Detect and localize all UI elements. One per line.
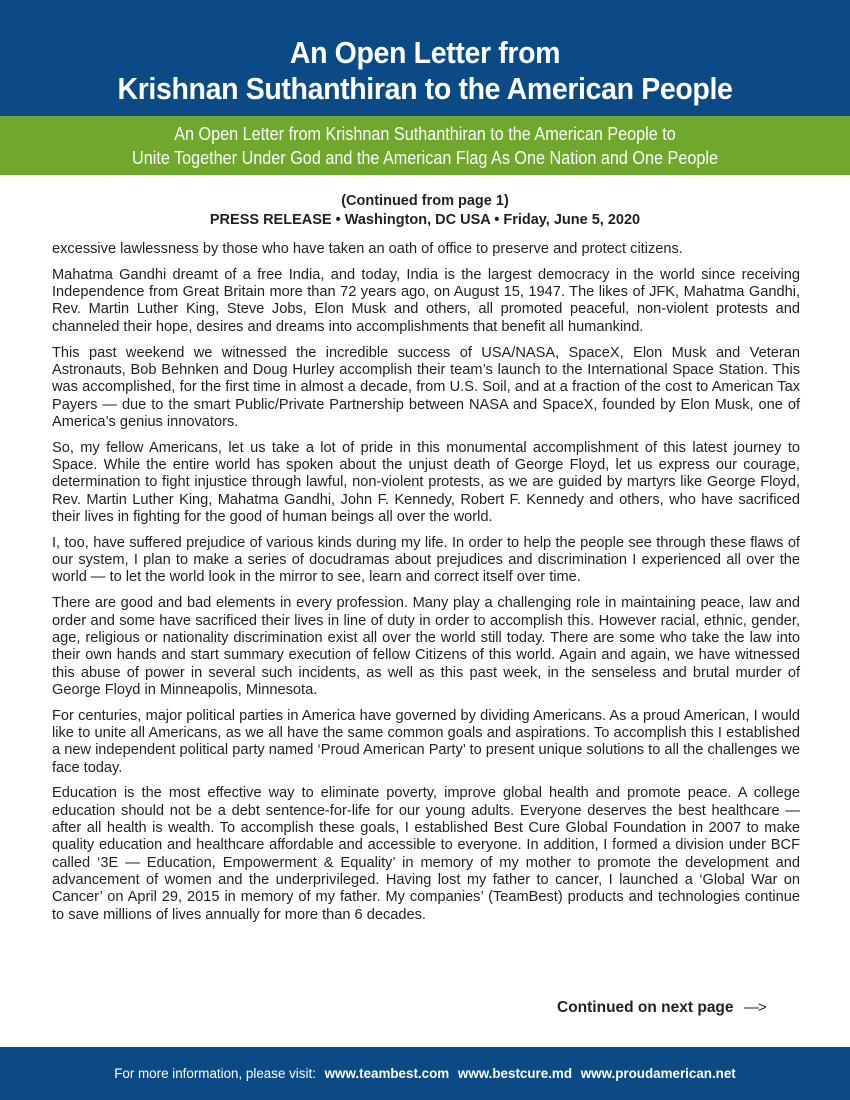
press-release-line: PRESS RELEASE • Washington, DC USA • Friday, June 5, 2020 [209,212,641,228]
footer-link-proudamerican[interactable]: www.proudamerican.net [580,1066,736,1081]
subtitle-line-1: An Open Letter from Krishnan Suthanthiran to the American People to [174,124,676,144]
subtitle-line-2: Unite Together Under God and the American Flag As One Nation and One People [132,148,718,168]
paragraph: Education is the most effective way to eliminate poverty, improve global health and promote peace. A college education should not be a debt sentence-for-life for our young adults. Everyone deserves the best healthcare — after all health is wealth. To accomplish these goals, I established Best Cure Global Foundation in 2007 to make quality education and healthcare affordable and accessible to everyone. In addition, I formed a division under BCF called ‘3E — Education, Empowerment & Equality’ in memory of my mother to promote the development and advancement of women and the underprivileged. Having lost my father to cancer, I launched a ‘Global War on Cancer’ on April 29, 2015 in memory of my father. My companies’ (TeamBest) products and technologies continue to save millions of lives annually for more than 6 decades. [52,785,800,923]
title-banner [0,0,850,116]
paragraph: There are good and bad elements in every profession. Many play a challenging role in maintaining peace, law and order and some have sacrificed their lives in line of duty in order to accomplish this. However racial, ethnic, gender, age, religious or nationality discrimination exist all over the world still today. There are some who take the law into their own hands and start summary execution of fellow Citizens of this world. Again and again, we have witnessed this abuse of power in several such incidents, as well as this past week, in the senseless and brutal murder of George Floyd in Minneapolis, Minnesota. [52,595,800,698]
continued-next-page [557,998,766,1018]
paragraph: Mahatma Gandhi dreamt of a free India, and today, India is the largest democracy in the world since receiving Independence from Great Britain more than 72 years ago, on August 15, 1947. The likes of JFK, Mahatma Gandhi, Rev. Martin Luther King, Steve Jobs, Elon Musk and others, all promoted peaceful, non-violent protests and channeled their hope, desires and dreams into accomplishments that benefit all humankind. [52,266,800,335]
title-line-1: An Open Letter from [289,35,561,70]
footer-bar [0,1047,850,1100]
paragraph: I, too, have suffered prejudice of various kinds during my life. In order to help the people see through these flaws of our system, I plan to make a series of docudramas about prejudices and discrimination I experienced all over the world — to let the world look in the mirror to see, learn and correct itself over time. [52,534,800,586]
title-line-2: Krishnan Suthanthiran to the American People [117,71,733,106]
continued-next-label: Continued on next page [557,999,734,1016]
continued-from-note: (Continued from page 1) [341,193,509,209]
paragraph: This past weekend we witnessed the incredible success of USA/NASA, SpaceX, Elon Musk and Veteran Astronauts, Bob Behnken and Doug Hurley accomplish their team’s launch to the International Space Station. This was accomplished, for the first time in almost a decade, from U.S. Soil, and at a fraction of the cost to American Tax Payers — due to the smart Public/Private Partnership between NASA and SpaceX, founded by Elon Musk, one of America’s genius innovators. [52,344,800,430]
footer-link-bestcure[interactable]: www.bestcure.md [457,1066,573,1081]
paragraph: For centuries, major political parties in America have governed by dividing Americans. As a proud American, I would like to unite all Americans, as we all have the same common goals and aspirations. To accomplish this I established a new independent political party named ‘Proud American Party’ to present unique solutions to all the challenges we face today. [52,707,800,776]
article-body [52,241,800,932]
subtitle-band [0,116,850,175]
paragraph: So, my fellow Americans, let us take a lot of pride in this monumental accomplishment of this latest journey to Space. While the entire world has spoken about the unjust death of George Floyd, let us express our courage, determination to fight injustice through lawful, non-violent protests, as we are guided by martyrs like George Floyd, Rev. Martin Luther King, Mahatma Gandhi, John F. Kennedy, Robert F. Kennedy and others, who have sacrificed their lives in fighting for the good of human beings all over the world. [52,439,800,525]
dateline [0,192,850,230]
paragraph: excessive lawlessness by those who have taken an oath of office to preserve and protect citizens. [52,241,683,257]
footer-link-teambest[interactable]: www.teambest.com [324,1066,450,1081]
footer-lead-text: For more information, please visit: [114,1066,316,1081]
arrow-right-icon: —> [743,999,766,1016]
